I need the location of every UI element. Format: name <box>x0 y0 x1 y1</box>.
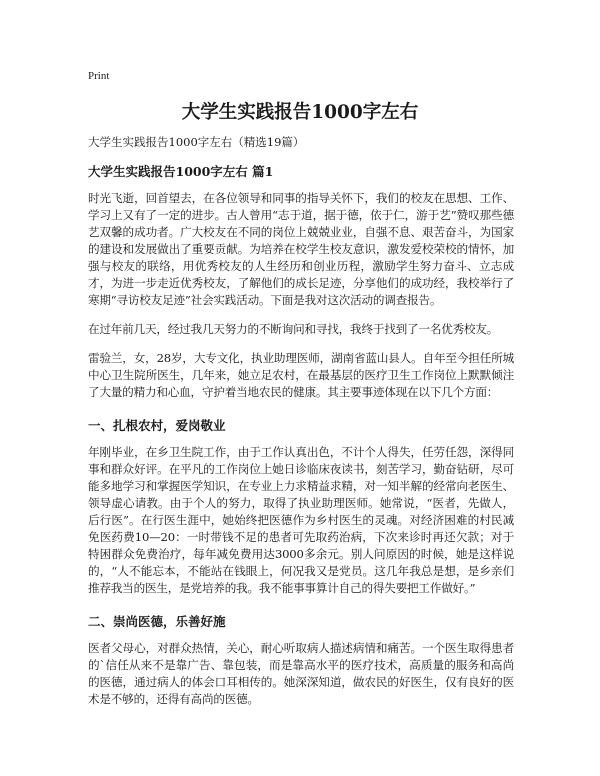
paragraph-search: 在过年前几天，经过我几天努力的不断询问和寻找，我终于找到了一名优秀校友。 <box>88 322 499 336</box>
page-title: 大学生实践报告1000字左右 <box>181 102 419 123</box>
paragraph-ethics: 医者父母心，对群众热情，关心，耐心听取病人描述病情和痛苦。一个医生取得患者的`信任从来不是靠广告、靠包装，而是靠高水平的医疗技术，高质量的服务和高尚的医德，通过病人的体会口耳相传的。她深深知道，做农民的好医生，仅有良好的医术是不够的，还得有高尚的医德。 <box>88 641 514 706</box>
print-link[interactable]: Print <box>88 70 110 82</box>
article-body <box>88 134 514 720</box>
subheading-rural: 一、扎根农村，爱岗敬业 <box>88 418 226 433</box>
paragraph-intro: 时光飞逝，回首望去，在各位领导和同事的指导关怀下，我们的校友在思想、工作、学习上又有了一定的进步。古人曾用“志于道，据于德，依于仁，游于艺”赞叹那些德艺双馨的成功者。广大校友在不同的岗位上兢兢业业，自强不息、艰苦奋斗，为国家的建设和发展做出了重要贡献。为培养在校学生校友意识，激发爱校荣校的情怀，加强与校友的联络，用优秀校友的人生经历和创业历程，激励学生努力奋斗、立志成才，为进一步走近优秀校友，了解他们的成长足迹，分享他们的成功经，我校举行了寒期“寻访校友足迹”社会实践活动。下面是我对这次活动的调查报告。 <box>88 191 514 307</box>
section-heading: 大学生实践报告1000字左右 篇1 <box>88 164 274 179</box>
paragraph-profile: 雷验兰，女，28岁，大专文化，执业助理医师，湖南省蓝山县人。自年至今担任所城中心卫生院所医生，几年来，她立足农村，在最基层的医疗卫生工作岗位上默默倾注了大量的精力和心血，守护着当地农民的健康。其主要事迹体现在以下几个方面： <box>88 351 514 399</box>
article-subtitle: 大学生实践报告1000字左右（精选19篇） <box>88 135 305 149</box>
subheading-ethics: 二、崇尚医德，乐善好施 <box>88 614 226 629</box>
paragraph-rural: 年刚毕业，在乡卫生院工作，由于工作认真出色，不计个人得失，任劳任怨，深得同事和群众好评。在平凡的工作岗位上她日诊临床夜读书，刻苦学习，勤奋钻研，尽可能多地学习和掌握医学知识，在专业上力求精益求精，对一知半解的经常向老医生、领导虚心请教。由于个人的努力，取得了执业助理医师。她常说，“医者，先做人，后行医”。在行医生涯中，她始终把医德作为乡村医生的灵魂。对经济困难的村民减免医药费10—20：一时带钱不足的患者可先取药治病，下次来诊时再还欠款；对于特困群众免费治疗，每年减免费用达3000多余元。别人问原因的时候，她是这样说的，“人不能忘本，不能站在钱眼上，何况我又是党员。这几年我总是想，是乡亲们推荐我当的医生，是党培养的我。我不能事事算计自己的得失要把工作做好。” <box>88 445 514 595</box>
